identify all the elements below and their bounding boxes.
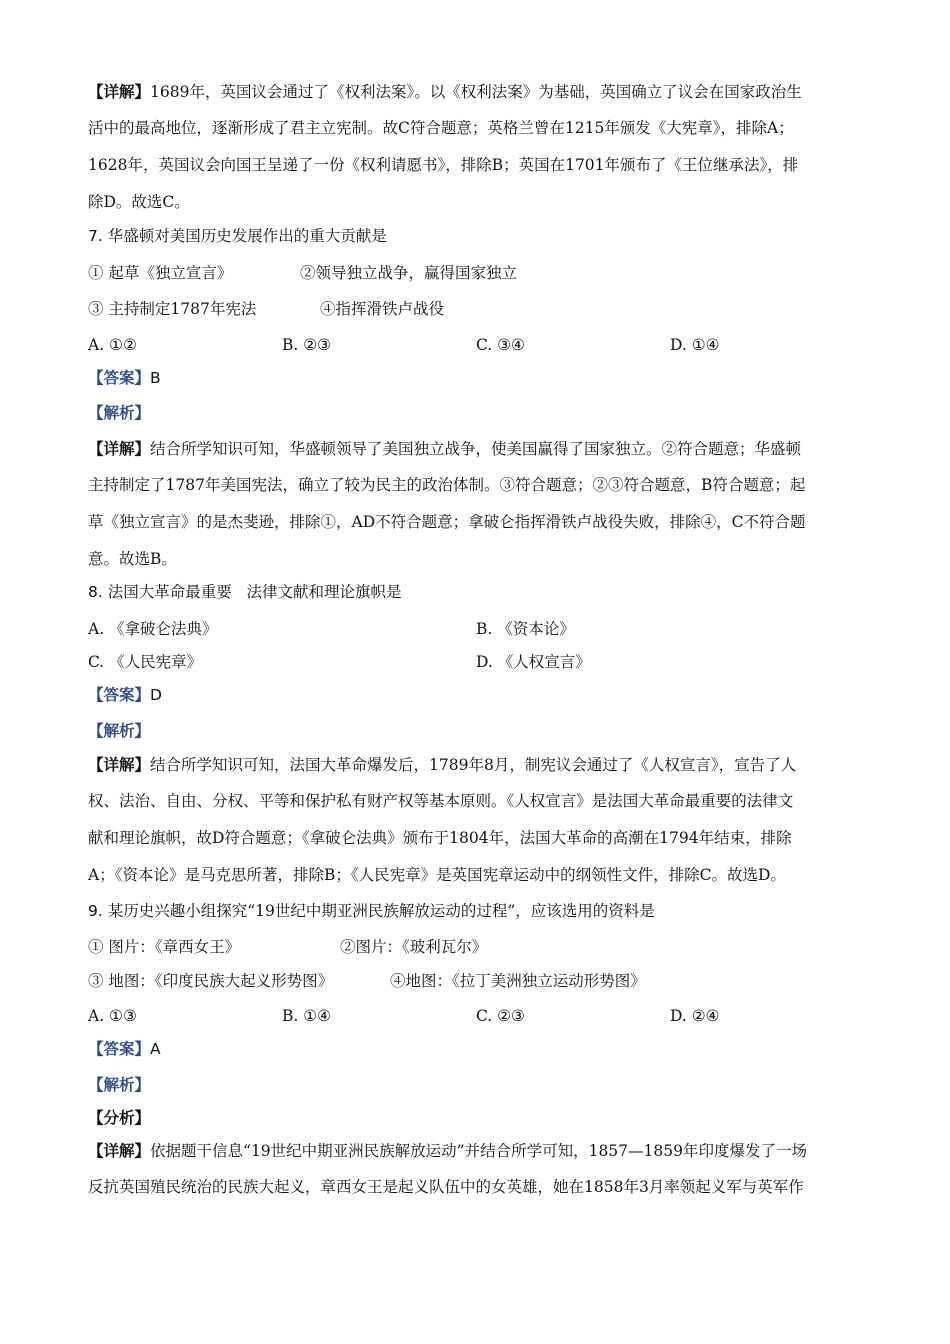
q9-stem: [88, 901, 868, 921]
q9-item-2: ②图片：《玻利瓦尔》: [340, 938, 488, 956]
detail-text: 1689年，英国议会通过了《权利法案》。以《权利法案》为基础，英国确立了议会在国家政治生: [150, 83, 802, 101]
q9-detail: [88, 1132, 868, 1206]
q7-answer: [88, 368, 868, 388]
detail-tag: 【详解】: [88, 755, 151, 774]
question-number: 7.: [88, 227, 103, 245]
q9-fenxi-tag: [88, 1108, 868, 1128]
q8-option-b: B. 《资本论》: [476, 620, 575, 638]
q7-detail-line: [88, 467, 868, 504]
detail-text: 结合所学知识可知，华盛顿领导了美国独立战争，使美国赢得了国家独立。②符合题意；华盛顿: [150, 440, 802, 458]
q9-option-a: A. ①③: [88, 1007, 137, 1025]
q9-item-1: ① 图片：《章西女王》: [88, 938, 241, 956]
question-number: 9.: [88, 902, 103, 920]
detail-text: 意。故选B。: [88, 550, 177, 568]
detail-tag: 【详解】: [88, 439, 151, 458]
question-number: 8.: [88, 583, 103, 601]
q7-analysis-tag: [88, 403, 868, 423]
q8-detail-line: [88, 746, 868, 783]
q7-option-c: C. ③④: [476, 336, 525, 354]
q7-detail-line: [88, 504, 868, 541]
fenxi-tag: 【分析】: [88, 1108, 151, 1127]
q7-option-a: A. ①②: [88, 336, 137, 354]
detail-text: A；《资本论》是马克思所著，排除B；《人民宪章》是英国宪章运动中的纲领性文件，排除C。故选D。: [88, 866, 786, 884]
detail-text: 依据题干信息“19世纪中期亚洲民族解放运动”并结合所学可知，1857—1859年印度爆发了一场: [150, 1142, 807, 1160]
q8-option-a: A. 《拿破仑法典》: [88, 620, 218, 638]
q8-detail-line: [88, 783, 868, 820]
q6-detail-line: [88, 73, 868, 110]
answer-tag: 【答案】: [88, 685, 151, 704]
detail-text: 1628年，英国议会向国王呈递了一份《权利请愿书》，排除B；英国在1701年颁布了《王位继承法》，排: [88, 156, 799, 174]
q7-item-3: ③ 主持制定1787年宪法: [88, 300, 257, 318]
answer-value: B: [150, 369, 161, 387]
answer-tag: 【答案】: [88, 368, 151, 387]
question-text: 华盛顿对美国历史发展作出的重大贡献是: [107, 227, 387, 245]
answer-tag: 【答案】: [88, 1039, 151, 1058]
q9-detail-line: [88, 1132, 868, 1169]
detail-text: 草《独立宣言》的是杰斐逊，排除①，AD不符合题意；拿破仑指挥滑铁卢战役失败，排除④，C不符合题: [88, 513, 806, 531]
q7-option-b: B. ②③: [282, 336, 332, 354]
q9-item-4: ④地图：《拉丁美洲独立运动形势图》: [390, 972, 646, 990]
q9-option-c: C. ②③: [476, 1007, 525, 1025]
q6-detail-line: [88, 147, 868, 184]
q8-detail: [88, 746, 868, 894]
q8-stem: [88, 582, 868, 602]
q6-detail-line: [88, 184, 868, 221]
q7-detail: [88, 430, 868, 578]
detail-text: 权、法治、自由、分权、平等和保护私有财产权等基本原则。《人权宣言》是法国大革命最重要的法律文: [88, 792, 794, 810]
q8-option-c: C. 《人民宪章》: [88, 653, 203, 671]
detail-text: 活中的最高地位，逐渐形成了君主立宪制。故C符合题意；英格兰曾在1215年颁发《大宪章》，排除A；: [88, 119, 794, 137]
q7-option-d: D. ①④: [670, 336, 720, 354]
detail-tag: 【详解】: [88, 82, 151, 101]
q7-stem: [88, 226, 868, 246]
q8-detail-line: [88, 857, 868, 894]
detail-text: 献和理论旗帜，故D符合题意；《拿破仑法典》颁布于1804年，法国大革命的高潮在1794年结束，排除: [88, 829, 792, 847]
q9-analysis-tag: [88, 1075, 868, 1095]
detail-tag: 【详解】: [88, 1141, 151, 1160]
question-text: 法国大革命最重要 法律文献和理论旗帜是: [107, 583, 402, 601]
q7-item-4: ④指挥滑铁卢战役: [320, 300, 445, 318]
q9-detail-line: [88, 1169, 868, 1206]
question-text: 某历史兴趣小组探究“19世纪中期亚洲民族解放运动的过程”，应该选用的资料是: [107, 902, 655, 920]
analysis-tag: 【解析】: [88, 403, 151, 422]
analysis-tag: 【解析】: [88, 1075, 151, 1094]
q9-option-b: B. ①④: [282, 1007, 332, 1025]
q6-detail-line: [88, 110, 868, 147]
detail-text: 反抗英国殖民统治的民族大起义，章西女王是起义队伍中的女英雄，她在1858年3月率领起义军与英军作: [88, 1178, 804, 1196]
q8-option-d: D. 《人权宣言》: [476, 653, 591, 671]
q6-detail: [88, 73, 868, 221]
answer-value: A: [150, 1040, 161, 1058]
q9-answer: [88, 1039, 868, 1059]
q9-item-3: ③ 地图：《印度民族大起义形势图》: [88, 972, 334, 990]
answer-value: D: [150, 686, 162, 704]
q7-item-1: ① 起草《独立宣言》: [88, 264, 233, 282]
q7-detail-line: [88, 430, 868, 467]
q7-item-2: ②领导独立战争，赢得国家独立: [300, 264, 518, 282]
q8-answer: [88, 685, 868, 705]
q7-detail-line: [88, 541, 868, 578]
detail-text: 结合所学知识可知，法国大革命爆发后，1789年8月，制宪议会通过了《人权宣言》，宣告了人: [150, 756, 797, 774]
q8-detail-line: [88, 820, 868, 857]
q8-analysis-tag: [88, 721, 868, 741]
analysis-tag: 【解析】: [88, 721, 151, 740]
q9-option-d: D. ②④: [670, 1007, 720, 1025]
detail-text: 除D。故选C。: [88, 193, 190, 211]
detail-text: 主持制定了1787年美国宪法，确立了较为民主的政治体制。③符合题意；②③符合题意，B符合题意；起: [88, 476, 806, 494]
